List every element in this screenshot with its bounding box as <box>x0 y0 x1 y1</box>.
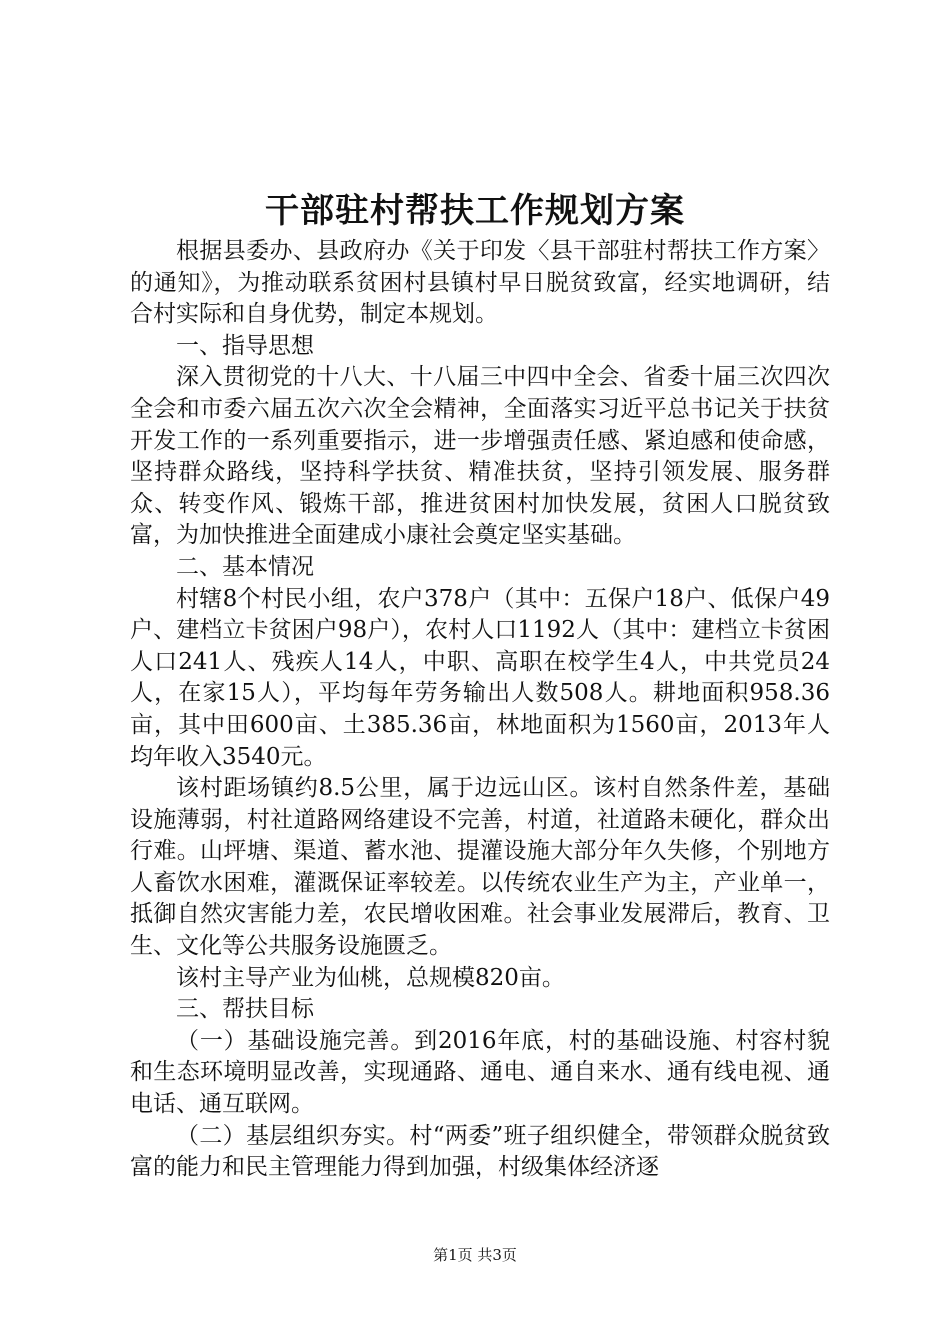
paragraph-goal-infrastructure: （一）基础设施完善。到2016年底，村的基础设施、村容村貌和生态环境明显改善，实现通路、通电、通自来水、通有线电视、通电话、通互联网。 <box>130 1027 830 1118</box>
document-body <box>130 236 830 1184</box>
paragraph-goal-organization: （二）基层组织夯实。村“两委”班子组织健全，带领群众脱贫致富的能力和民主管理能力得到加强，村级集体经济逐 <box>130 1122 830 1181</box>
paragraph-guiding-ideology: 深入贯彻党的十八大、十八届三中四中全会、省委十届三次四次全会和市委六届五次六次全会精神，全面落实习近平总书记关于扶贫开发工作的一系列重要指示，进一步增强责任感、紧迫感和使命感，坚持群众路线，坚持科学扶贫、精准扶贫，坚持引领发展、服务群众、转变作风、锻炼干部，推进贫困村加快发展，贫困人口脱贫致富，为加快推进全面建成小康社会奠定坚实基础。 <box>130 364 830 549</box>
heading-basic-situation: 二、基本情况 <box>176 553 314 580</box>
paragraph-main-industry: 该村主导产业为仙桃，总规模820亩。 <box>176 964 565 991</box>
heading-assistance-goals: 三、帮扶目标 <box>176 996 314 1023</box>
paragraph-village-statistics: 村辖8个村民小组，农户378户（其中：五保户18户、低保户49户、建档立卡贫困户98户），农村人口1192人（其中：建档立卡贫困人口241人、残疾人14人，中职、高职在校学生4人，中共党员24人，在家15人），平均每年劳务输出人数508人。耕地面积958.36亩，其中田600亩、土385.36亩，林地面积为1560亩，2013年人均年收入3540元。 <box>130 585 830 770</box>
heading-guiding-ideology: 一、指导思想 <box>176 332 314 359</box>
page-number: 第1页 共3页 <box>433 1246 517 1264</box>
paragraph-intro: 根据县委办、县政府办《关于印发〈县干部驻村帮扶工作方案〉的通知》，为推动联系贫困村县镇村早日脱贫致富，经实地调研，结合村实际和自身优势，制定本规划。 <box>130 238 830 328</box>
document-title: 干部驻村帮扶工作规划方案 <box>265 191 685 231</box>
paragraph-village-conditions: 该村距场镇约8.5公里，属于边远山区。该村自然条件差，基础设施薄弱，村社道路网络建设不完善，村道，社道路未硬化，群众出行难。山坪塘、渠道、蓄水池、提灌设施大部分年久失修，个别地方人畜饮水困难，灌溉保证率较差。以传统农业生产为主，产业单一，抵御自然灾害能力差，农民增收困难。社会事业发展滞后，教育、卫生、文化等公共服务设施匮乏。 <box>130 775 830 960</box>
